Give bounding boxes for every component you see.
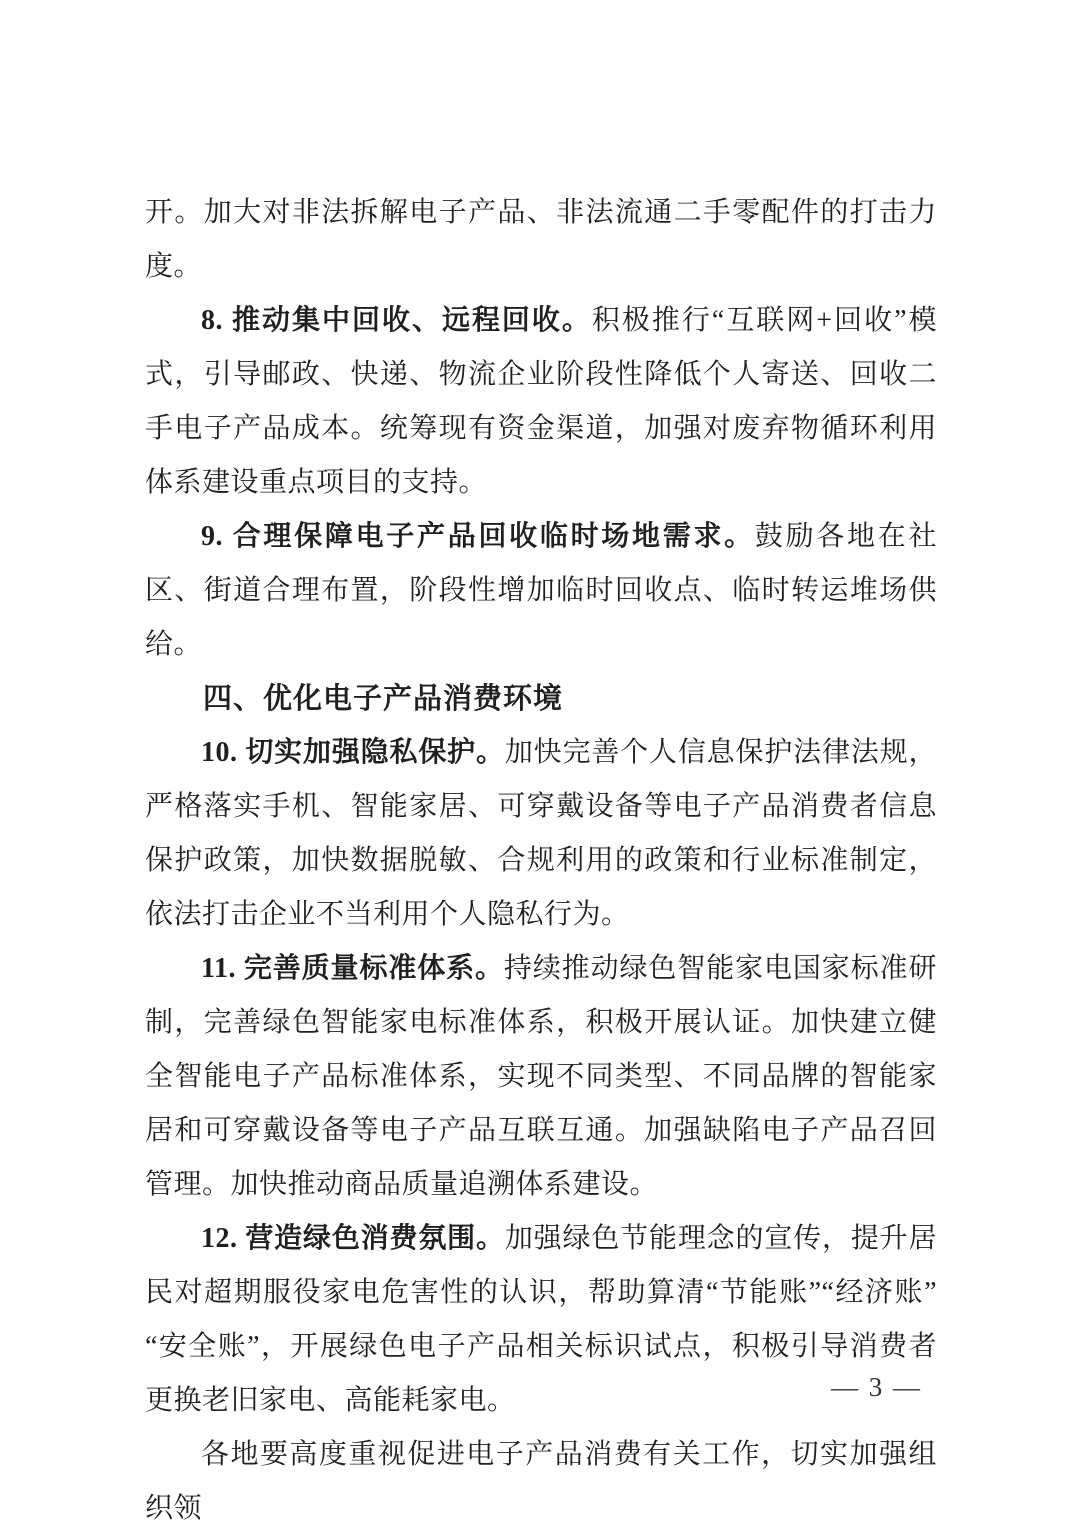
paragraph — [145, 186, 937, 294]
paragraph — [145, 1428, 937, 1526]
document-body — [145, 186, 937, 1526]
paragraph-text: 鼓励各地在社区、街道合理布置，阶段性增加临时回收点、临时转运堆场供给。 — [145, 521, 937, 660]
paragraph-lead: 9. 合理保障电子产品回收临时场地需求。 — [201, 521, 755, 552]
paragraph-lead: 8. 推动集中回收、远程回收。 — [201, 305, 592, 336]
paragraph-lead: 12. 营造绿色消费氛围。 — [201, 1223, 505, 1254]
section-heading-text: 四、优化电子产品消费环境 — [203, 683, 564, 715]
paragraph — [145, 510, 937, 672]
page-number: — 3 — — [831, 1372, 922, 1402]
paragraph — [145, 726, 937, 942]
paragraph-lead: 10. 切实加强隐私保护。 — [201, 737, 505, 768]
paragraph-text: 持续推动绿色智能家电国家标准研制，完善绿色智能家电标准体系，积极开展认证。加快建立健全智能电子产品标准体系，实现不同类型、不同品牌的智能家居和可穿戴设备等电子产品互联互通。加强缺陷电子产品召回管理。加快推动商品质量追溯体系建设。 — [145, 953, 937, 1200]
paragraph-text: 开。加大对非法拆解电子产品、非法流通二手零配件的打击力度。 — [145, 197, 937, 282]
paragraph — [145, 1212, 937, 1428]
paragraph — [145, 942, 937, 1212]
paragraph — [145, 294, 937, 510]
paragraph-text: 加快完善个人信息保护法律法规，严格落实手机、智能家居、可穿戴设备等电子产品消费者信息保护政策，加快数据脱敏、合规利用的政策和行业标准制定，依法打击企业不当利用个人隐私行为。 — [145, 737, 937, 930]
paragraph-text: 积极推行“互联网+回收”模式，引导邮政、快递、物流企业阶段性降低个人寄送、回收二手电子产品成本。统筹现有资金渠道，加强对废弃物循环利用体系建设重点项目的支持。 — [145, 305, 937, 498]
paragraph-text: 各地要高度重视促进电子产品消费有关工作，切实加强组织领 — [145, 1439, 937, 1524]
paragraph-text: 加强绿色节能理念的宣传，提升居民对超期服役家电危害性的认识，帮助算清“节能账”“经济账”“安全账”，开展绿色电子产品相关标识试点，积极引导消费者更换老旧家电、高能耗家电。 — [145, 1223, 937, 1416]
paragraph-lead: 11. 完善质量标准体系。 — [201, 953, 504, 984]
section-heading — [145, 672, 937, 726]
